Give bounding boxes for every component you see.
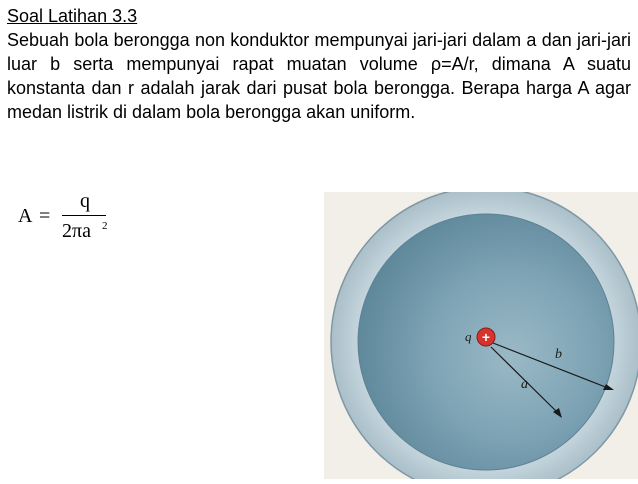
- hollow-sphere-svg: [324, 192, 638, 479]
- outer-radius-label: b: [555, 347, 562, 362]
- answer-formula: [18, 190, 128, 250]
- formula-denominator: 2πa: [62, 220, 91, 242]
- formula-numerator: q: [80, 190, 90, 212]
- formula-equals: =: [39, 205, 51, 227]
- exercise-title: Soal Latihan 3.3: [7, 6, 138, 26]
- hollow-sphere-figure: [324, 192, 638, 479]
- problem-statement: Sebuah bola berongga non konduktor mempunyai jari-jari dalam a dan jari-jari luar b serta mempunyai rapat muatan volume ρ=A/r, dimana A suatu konstanta dan r adalah jarak dari pusat bola berongga. Berapa harga A agar medan listrik di dalam bola berongga akan uniform.: [7, 30, 631, 122]
- formula-lhs: A: [18, 205, 33, 227]
- charge-sign: +: [481, 329, 491, 345]
- charge-label: q: [465, 329, 472, 344]
- inner-radius-label: a: [521, 377, 528, 392]
- fraction-bar: [62, 215, 106, 216]
- formula-exponent: 2: [102, 220, 108, 232]
